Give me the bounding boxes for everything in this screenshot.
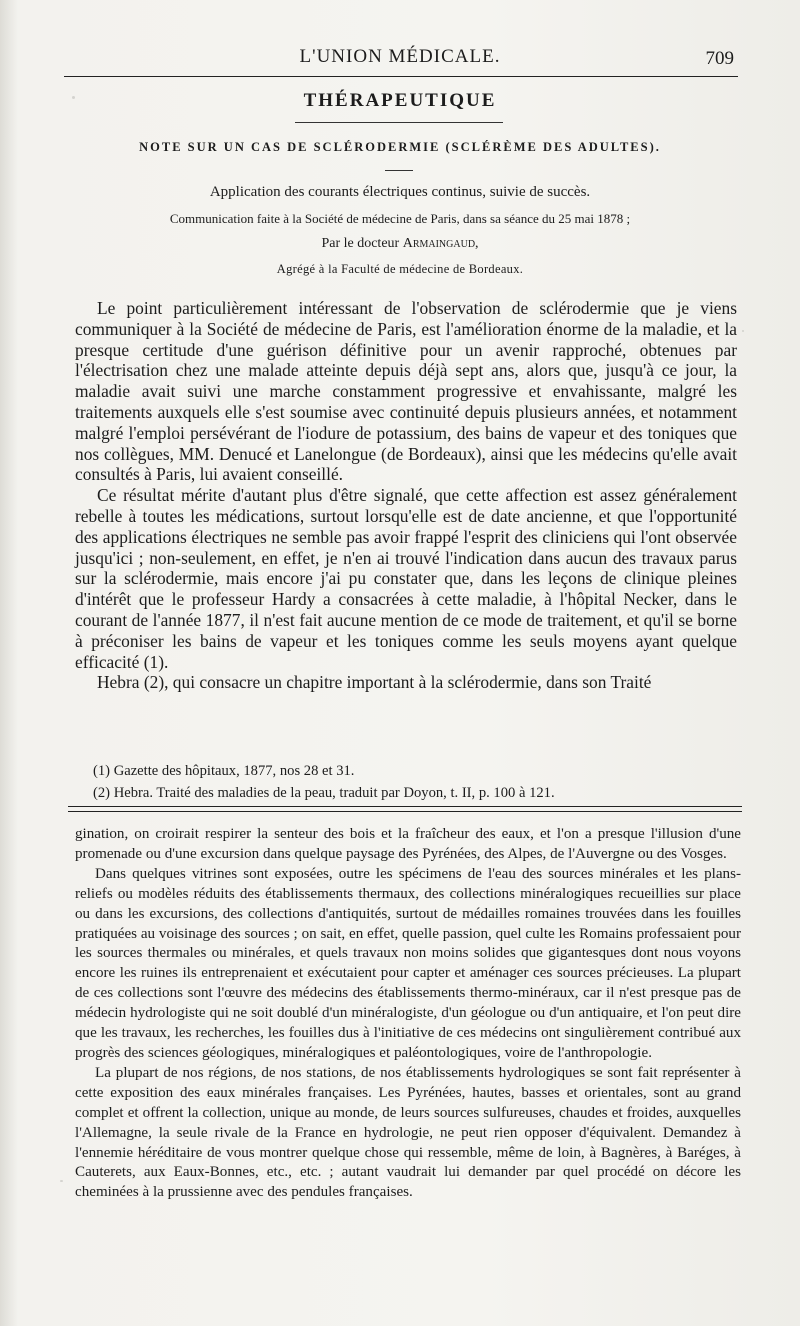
divider-rule xyxy=(68,806,742,807)
divider-rule xyxy=(68,811,742,812)
author-affiliation: Agrégé à la Faculté de médecine de Bordeaux. xyxy=(276,262,524,276)
author-name: Armaingaud, xyxy=(402,236,479,251)
communication-note: Communication faite à la Société de médecine de Paris, dans sa séance du 25 mai 1878 ; xyxy=(169,211,631,226)
footnote-text: Gazette des hôpitaux, 1877, nos 28 et 31. xyxy=(113,763,355,779)
author-prefix: Par le docteur xyxy=(321,236,400,251)
running-title: L'UNION MÉDICALE. xyxy=(299,46,501,67)
continuation-paragraph: La plupart de nos régions, de nos stations, de nos établissements hydrologiques se sont fait représenter à cette exposition des eaux minérales françaises. Les Pyrénées, hautes, basses et orientales, sont au grand complet et offrent la collection, unique au monde, de leurs sources sulfureuses, chaudes et froides, auxquelles l'Allemagne, la seule rivale de la France en hydrologie, ne peut rien opposer d'équivalent. Demandez à l'ennemie héréditaire de vous montrer quelque chose qui ressemble, même de loin, à Bagnères, à Baréges, à Cauterets, aux Eaux-Bonnes, etc., etc. ; autant vaudrait lui demander par quel procédé on décore les cheminées à la prussienne avec des pendules françaises. xyxy=(75,1064,741,1201)
title-rule xyxy=(385,170,413,171)
author-line xyxy=(0,236,800,252)
article-paragraph: Hebra (2), qui consacre un chapitre important à la sclérodermie, dans son Traité xyxy=(97,672,652,693)
article-paragraph: Ce résultat mérite d'autant plus d'être signalé, que cette affection est assez généralement rebelle à toutes les médications, surtout lorsqu'elle est de date ancienne, et que l'opportunité des applications électriques ne semble pas avoir frappé l'esprit des cliniciens qui l'ont observée jusqu'ici ; non-seulement, en effet, je n'en ai trouvé l'indication dans aucun des travaux parus sur la sclérodermie, mais encore j'ai pu constater que, dans les leçons de clinique pleines d'intérêt que le professeur Hardy a consacrées à cette maladie, à l'hôpital Necker, dans le courant de l'année 1877, il n'est fait aucune mention de ce mode de traitement, et qu'il se borne à préconiser les bains de vapeur et les toniques comme les seuls moyens ayant quelque efficacité (1). xyxy=(75,485,737,672)
continuation-paragraph: Dans quelques vitrines sont exposées, outre les spécimens de l'eau des sources minérales et les plans-reliefs ou modèles réduits des établissements thermaux, des collections minéralogiques recueillies sur place ou dans les excursions, des collections d'antiquités, surtout de médailles romaines trouvées dans les fouilles pratiquées au voisinage des sources ; on sait, en effet, quelle passion, quel culte les Romains professaient pour les sources thermales ou minérales, et quels travaux non moins solides que gigantesques dont nous voyons encore les ruines ils entreprenaient et exécutaient pour capter et aménager ces sources précieuses. La plupart de ces collections sont l'œuvre des médecins des établissements thermo-minéraux, car il n'est presque pas de médecin hydrologiste qui ne soit doublé d'un minéralogiste, d'un géologue ou d'un antiquaire, et l'on peut dire que les travaux, les recherches, les fouilles dus à l'initiative de ces médecins ont singulièrement contribué aux progrès des sciences géologiques, minéralogiques et paléontologiques, voire de l'anthropologie. xyxy=(75,865,741,1061)
article-title: NOTE SUR UN CAS DE SCLÉRODERMIE (SCLÉRÈME DES ADULTES). xyxy=(139,140,661,154)
article-paragraph: Le point particulièrement intéressant de l'observation de sclérodermie que je viens communiquer à la Société de médecine de Paris, est l'amélioration énorme de la maladie, et la presque certitude d'une guérison définitive pour un avenir rapproché, obtenues par l'électrisation chez une malade atteinte depuis déjà sept ans, alors que, jusqu'à ce jour, la maladie avait suivi une marche constamment progressive et envahissante, malgré les traitements auxquels elle s'est soumise avec continuité depuis plusieurs années, et notamment malgré l'emploi persévérant de l'iodure de potassium, des bains de vapeur et des toniques que nos collègues, MM. Denucé et Lanelongue (de Bordeaux), ainsi que les médecins qu'elle avait consultés à Paris, lui avaient conseillé. xyxy=(75,298,737,485)
paper-speck xyxy=(742,330,744,332)
page-number: 709 xyxy=(705,48,734,69)
section-title: THÉRAPEUTIQUE xyxy=(303,90,497,111)
footnote xyxy=(93,782,743,804)
section-rule xyxy=(295,122,503,123)
header-rule xyxy=(64,76,738,77)
footnote-text: Hebra. Traité des maladies de la peau, traduit par Doyon, t. II, p. 100 à 121. xyxy=(113,785,555,801)
continuation-body xyxy=(75,825,741,1203)
paper-speck xyxy=(72,96,75,99)
running-head xyxy=(0,40,800,74)
footnotes xyxy=(93,760,743,804)
article-body xyxy=(75,298,737,693)
paper-speck xyxy=(60,1180,63,1182)
footnote-mark: (2) xyxy=(93,785,111,801)
footnote xyxy=(93,760,743,782)
continuation-paragraph: gination, on croirait respirer la senteur des bois et la fraîcheur des eaux, et l'on a presque l'illusion d'une promenade ou d'une excursion dans quelque paysage des Pyrénées, des Alpes, de l'Auvergne ou des Vosges. xyxy=(75,826,741,862)
article-subtitle: Application des courants électriques continus, suivie de succès. xyxy=(209,184,591,200)
footnote-mark: (1) xyxy=(93,763,111,779)
